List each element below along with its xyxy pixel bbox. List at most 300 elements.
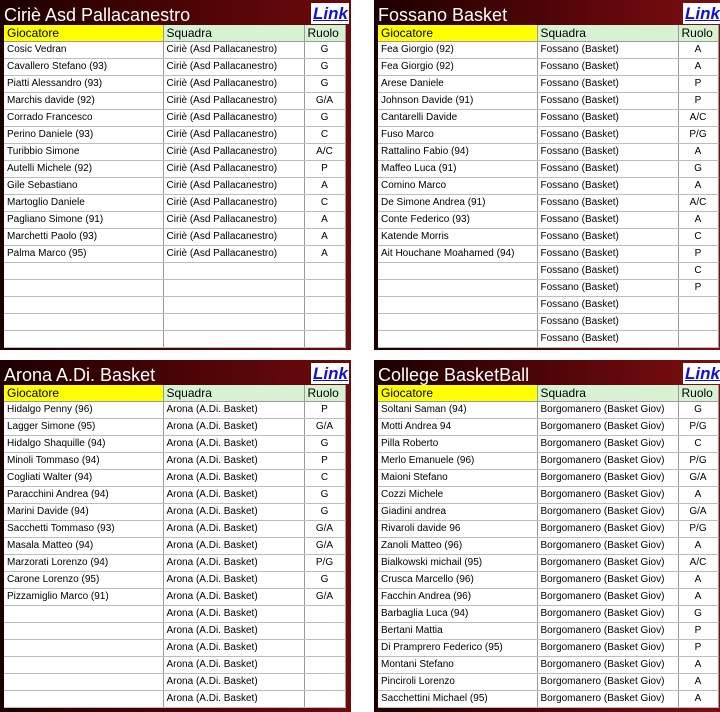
team-name: Fossano (Basket) [537,161,678,178]
role-cell: G [304,504,345,521]
player-name [4,314,163,331]
player-name [378,297,537,314]
team-name: Arona (A.Di. Basket) [163,436,304,453]
role-cell: A [678,487,718,504]
role-cell: G/A [304,521,345,538]
team-name: Ciriè (Asd Pallacanestro) [163,229,304,246]
role-cell: P/G [678,453,718,470]
role-cell: P [678,246,718,263]
role-cell: G [304,436,345,453]
table-row [378,453,718,470]
table-row [378,331,718,348]
header-row [378,25,718,42]
role-cell: P [304,453,345,470]
player-name: Fea Giorgio (92) [378,42,537,59]
role-cell: A/C [678,195,718,212]
role-cell [304,263,345,280]
team-name: Borgomanero (Basket Giov) [537,640,678,657]
team-name: Arona (A.Di. Basket) [163,470,304,487]
player-name: Pilla Roberto [378,436,537,453]
player-name: Di Pramprero Federico (95) [378,640,537,657]
team-name: Ciriè (Asd Pallacanestro) [163,59,304,76]
table-row [4,606,345,623]
team-name: Borgomanero (Basket Giov) [537,453,678,470]
role-cell [678,297,718,314]
player-name: Comino Marco [378,178,537,195]
player-name: Turibbio Simone [4,144,163,161]
player-name [378,280,537,297]
team-name: Ciriè (Asd Pallacanestro) [163,195,304,212]
role-cell [304,606,345,623]
header-player: Giocatore [378,385,537,402]
player-name [4,280,163,297]
team-name: Ciriè (Asd Pallacanestro) [163,212,304,229]
panel-cirie [0,0,351,350]
team-name: Arona (A.Di. Basket) [163,589,304,606]
role-cell [304,314,345,331]
player-name: Arese Daniele [378,76,537,93]
player-name: Marchetti Paolo (93) [4,229,163,246]
team-name: Ciriè (Asd Pallacanestro) [163,127,304,144]
table-row [378,419,718,436]
player-name: Crusca Marcello (96) [378,572,537,589]
table-row [378,487,718,504]
team-name: Arona (A.Di. Basket) [163,521,304,538]
player-name: Autelli Michele (92) [4,161,163,178]
team-name: Fossano (Basket) [537,314,678,331]
player-name: Paracchini Andrea (94) [4,487,163,504]
role-cell: A [304,229,345,246]
role-cell: P [678,280,718,297]
panel-college [374,360,720,712]
team-name: Ciriè (Asd Pallacanestro) [163,178,304,195]
role-cell: A/C [678,110,718,127]
team-name: Fossano (Basket) [537,331,678,348]
team-name: Fossano (Basket) [537,127,678,144]
team-name: Borgomanero (Basket Giov) [537,470,678,487]
role-cell [678,314,718,331]
player-name: Rattalino Fabio (94) [378,144,537,161]
player-name: Lagger Simone (95) [4,419,163,436]
player-name: Marzorati Lorenzo (94) [4,555,163,572]
table-row [4,127,345,144]
table-row [4,504,345,521]
header-team: Squadra [537,25,678,42]
role-cell: P [678,640,718,657]
role-cell: G/A [304,93,345,110]
team-name: Arona (A.Di. Basket) [163,402,304,419]
panel-title: Ciriè Asd Pallacanestro [4,5,191,25]
table-row [378,93,718,110]
role-cell: A [678,59,718,76]
table-row [4,263,345,280]
table-row [378,436,718,453]
header-role: Ruolo [678,25,718,42]
table-row [4,178,345,195]
table-row [378,470,718,487]
link-button[interactable]: Link [313,4,348,23]
role-cell: P [678,93,718,110]
team-name: Borgomanero (Basket Giov) [537,419,678,436]
header-player: Giocatore [378,25,537,42]
table-row [378,691,718,708]
player-name: Cantarelli Davide [378,110,537,127]
team-name: Borgomanero (Basket Giov) [537,521,678,538]
header-role: Ruolo [678,385,718,402]
role-cell: A [678,691,718,708]
player-name [4,297,163,314]
header-row [4,25,345,42]
role-cell: A [304,178,345,195]
team-name: Borgomanero (Basket Giov) [537,674,678,691]
role-cell: A [304,246,345,263]
player-name: Cogliati Walter (94) [4,470,163,487]
table-row [4,640,345,657]
role-cell: P [678,76,718,93]
table-row [4,93,345,110]
role-cell [304,640,345,657]
team-name: Borgomanero (Basket Giov) [537,504,678,521]
team-name: Ciriè (Asd Pallacanestro) [163,42,304,59]
team-name: Borgomanero (Basket Giov) [537,623,678,640]
player-name [4,674,163,691]
team-name: Fossano (Basket) [537,280,678,297]
table-row [4,246,345,263]
role-cell [304,297,345,314]
player-name: Maffeo Luca (91) [378,161,537,178]
team-name: Arona (A.Di. Basket) [163,419,304,436]
player-name: Conte Federico (93) [378,212,537,229]
player-name: Zanoli Matteo (96) [378,538,537,555]
team-name: Fossano (Basket) [537,178,678,195]
player-name: Maioni Stefano [378,470,537,487]
player-name: Cosic Vedran [4,42,163,59]
table-row [378,314,718,331]
table-row [378,195,718,212]
role-cell: A [678,589,718,606]
team-name: Borgomanero (Basket Giov) [537,657,678,674]
table-row [4,195,345,212]
role-cell: G [304,110,345,127]
header-row [4,385,345,402]
header-role: Ruolo [304,25,345,42]
table-row [4,538,345,555]
team-name: Ciriè (Asd Pallacanestro) [163,161,304,178]
player-name: Gile Sebastiano [4,178,163,195]
team-name: Arona (A.Di. Basket) [163,640,304,657]
player-name: Motti Andrea 94 [378,419,537,436]
team-name: Fossano (Basket) [537,144,678,161]
team-name: Borgomanero (Basket Giov) [537,606,678,623]
team-name: Fossano (Basket) [537,76,678,93]
team-name [163,314,304,331]
table-row [378,263,718,280]
role-cell: P [304,402,345,419]
header-role: Ruolo [304,385,345,402]
table-row [378,555,718,572]
role-cell: G [304,487,345,504]
role-cell: A/C [304,144,345,161]
table-row [4,555,345,572]
role-cell: A [678,657,718,674]
player-name [4,331,163,348]
link-button[interactable]: Link [685,4,720,23]
team-name: Fossano (Basket) [537,93,678,110]
role-cell: G/A [678,504,718,521]
player-name: Perino Daniele (93) [4,127,163,144]
table-row [378,110,718,127]
table-row [4,280,345,297]
role-cell: P [304,161,345,178]
player-name: Soltani Saman (94) [378,402,537,419]
player-name: Sacchetti Tommaso (93) [4,521,163,538]
team-name: Fossano (Basket) [537,59,678,76]
player-name [4,640,163,657]
table-row [4,76,345,93]
role-cell: P [678,623,718,640]
table-row [378,640,718,657]
player-name: Carone Lorenzo (95) [4,572,163,589]
team-name: Fossano (Basket) [537,42,678,59]
role-cell [304,691,345,708]
role-cell: G/A [304,589,345,606]
role-cell [678,331,718,348]
team-name: Borgomanero (Basket Giov) [537,402,678,419]
table-row [378,42,718,59]
team-name: Fossano (Basket) [537,212,678,229]
header-team: Squadra [537,385,678,402]
role-cell: C [304,127,345,144]
player-name: Giadini andrea [378,504,537,521]
team-name: Arona (A.Di. Basket) [163,623,304,640]
player-name: Cavallero Stefano (93) [4,59,163,76]
table-row [4,487,345,504]
team-name: Arona (A.Di. Basket) [163,606,304,623]
team-name: Arona (A.Di. Basket) [163,487,304,504]
role-cell: A [678,674,718,691]
team-name [163,280,304,297]
table-row [378,623,718,640]
team-name: Arona (A.Di. Basket) [163,674,304,691]
role-cell: G [304,42,345,59]
table-row [4,657,345,674]
role-cell: A [678,42,718,59]
player-name [378,263,537,280]
team-name: Borgomanero (Basket Giov) [537,589,678,606]
table-row [378,674,718,691]
role-cell [304,623,345,640]
player-name: Bialkowski michail (95) [378,555,537,572]
player-name: Rivaroli davide 96 [378,521,537,538]
player-name [4,691,163,708]
header-player: Giocatore [4,385,163,402]
table-row [378,246,718,263]
roster-table [4,25,346,348]
team-name: Fossano (Basket) [537,229,678,246]
table-row [4,229,345,246]
player-name: Ait Houchane Moahamed (94) [378,246,537,263]
role-cell: A [678,538,718,555]
table-row [4,572,345,589]
table-row [378,59,718,76]
panel-arona [0,360,351,712]
role-cell: C [304,195,345,212]
team-name [163,263,304,280]
player-name: Cozzi Michele [378,487,537,504]
table-row [378,178,718,195]
team-name: Arona (A.Di. Basket) [163,691,304,708]
player-name: Pinciroli Lorenzo [378,674,537,691]
role-cell: A [678,572,718,589]
panel-title: Fossano Basket [378,5,508,25]
panel-title: Arona A.Di. Basket [4,365,156,385]
player-name: Montani Stefano [378,657,537,674]
role-cell: G/A [304,419,345,436]
player-name [4,657,163,674]
player-name: Hidalgo Shaquille (94) [4,436,163,453]
team-name: Arona (A.Di. Basket) [163,555,304,572]
role-cell [304,280,345,297]
player-name: Piatti Alessandro (93) [4,76,163,93]
team-name: Arona (A.Di. Basket) [163,453,304,470]
header-row [378,385,718,402]
link-button[interactable]: Link [685,364,720,383]
roster-table [4,385,346,708]
player-name: Barbaglia Luca (94) [378,606,537,623]
table-row [4,297,345,314]
role-cell [304,657,345,674]
table-row [378,504,718,521]
role-cell: P/G [678,127,718,144]
team-name: Fossano (Basket) [537,110,678,127]
header-team: Squadra [163,385,304,402]
table-row [378,76,718,93]
table-row [4,59,345,76]
role-cell [304,674,345,691]
role-cell: G/A [304,538,345,555]
team-name: Ciriè (Asd Pallacanestro) [163,76,304,93]
table-row [4,161,345,178]
team-name: Ciriè (Asd Pallacanestro) [163,246,304,263]
table-row [4,144,345,161]
team-name: Fossano (Basket) [537,297,678,314]
player-name: Corrado Francesco [4,110,163,127]
table-row [4,674,345,691]
player-name: Johnson Davide (91) [378,93,537,110]
team-name: Borgomanero (Basket Giov) [537,691,678,708]
team-name: Ciriè (Asd Pallacanestro) [163,110,304,127]
player-name [378,314,537,331]
team-name [163,331,304,348]
role-cell: A [304,212,345,229]
table-row [4,453,345,470]
table-row [4,314,345,331]
role-cell: A [678,144,718,161]
player-name [378,331,537,348]
table-row [4,691,345,708]
table-row [378,657,718,674]
role-cell: G [304,572,345,589]
player-name: Fea Giorgio (92) [378,59,537,76]
player-name: Pizzamiglio Marco (91) [4,589,163,606]
player-name: Martoglio Daniele [4,195,163,212]
team-name: Borgomanero (Basket Giov) [537,538,678,555]
table-row [378,212,718,229]
table-row [4,212,345,229]
player-name [4,623,163,640]
table-row [4,331,345,348]
role-cell: G [304,76,345,93]
table-row [4,110,345,127]
role-cell: G [304,59,345,76]
table-row [378,521,718,538]
panel-title: College BasketBall [378,365,530,385]
player-name: Facchin Andrea (96) [378,589,537,606]
table-row [378,402,718,419]
table-row [4,436,345,453]
player-name: Palma Marco (95) [4,246,163,263]
table-row [378,144,718,161]
team-name [163,297,304,314]
role-cell: C [678,263,718,280]
team-name: Borgomanero (Basket Giov) [537,572,678,589]
role-cell: G [678,606,718,623]
team-name: Fossano (Basket) [537,246,678,263]
role-cell: P/G [678,521,718,538]
table-row [378,161,718,178]
header-player: Giocatore [4,25,163,42]
player-name: De Simone Andrea (91) [378,195,537,212]
player-name: Masala Matteo (94) [4,538,163,555]
player-name: Hidalgo Penny (96) [4,402,163,419]
team-name: Ciriè (Asd Pallacanestro) [163,93,304,110]
role-cell: A [678,178,718,195]
table-row [378,297,718,314]
table-row [4,42,345,59]
role-cell: G/A [678,470,718,487]
table-row [4,623,345,640]
player-name: Bertani Mattia [378,623,537,640]
table-row [378,280,718,297]
panel-fossano [374,0,720,350]
player-name: Katende Morris [378,229,537,246]
table-row [378,589,718,606]
table-row [4,521,345,538]
table-row [378,572,718,589]
team-name: Arona (A.Di. Basket) [163,538,304,555]
player-name: Minoli Tommaso (94) [4,453,163,470]
roster-table [378,385,719,708]
team-name: Arona (A.Di. Basket) [163,572,304,589]
player-name: Marini Davide (94) [4,504,163,521]
role-cell: P/G [304,555,345,572]
team-name: Borgomanero (Basket Giov) [537,436,678,453]
player-name: Pagliano Simone (91) [4,212,163,229]
table-row [4,402,345,419]
team-name: Fossano (Basket) [537,263,678,280]
role-cell: C [678,229,718,246]
table-row [378,127,718,144]
table-row [4,470,345,487]
role-cell: C [304,470,345,487]
table-row [378,538,718,555]
table-row [4,419,345,436]
link-button[interactable]: Link [313,364,348,383]
role-cell: A/C [678,555,718,572]
role-cell: G [678,402,718,419]
player-name [4,263,163,280]
team-name: Ciriè (Asd Pallacanestro) [163,144,304,161]
